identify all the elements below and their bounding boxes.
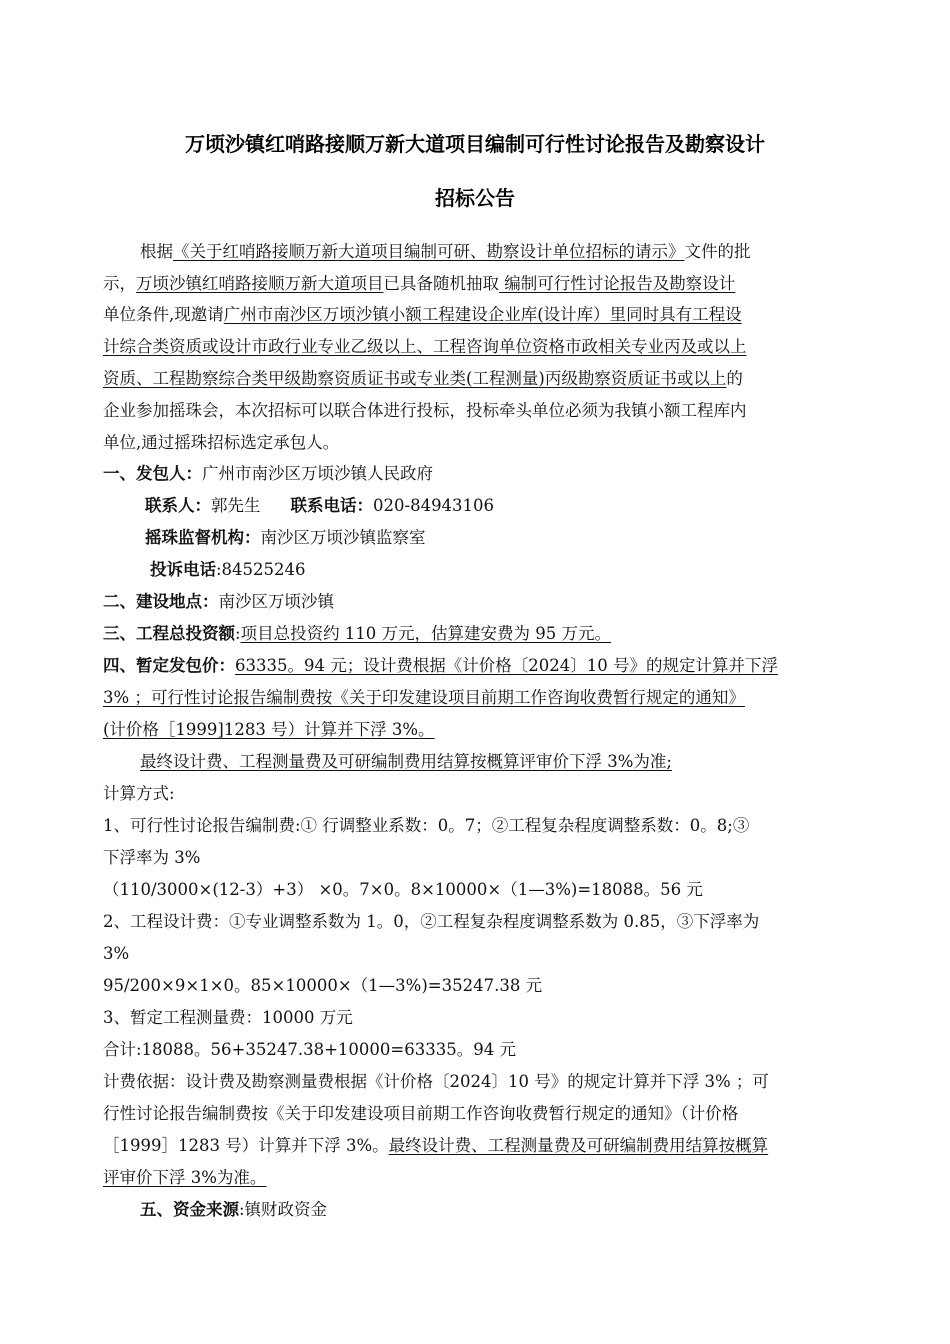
colon: : xyxy=(235,624,241,643)
funding-value: :镇财政资金 xyxy=(239,1200,328,1219)
section-2 xyxy=(103,590,334,614)
project-name: 万顷沙镇红哨路接顺万新大道项目 xyxy=(136,274,384,293)
basis-line-3 xyxy=(103,1134,768,1158)
complaint-label: 投诉电话 xyxy=(150,560,216,579)
basis-line-4: 评审价下浮 3%为准。 xyxy=(103,1168,267,1187)
basis-text: ［1999］1283 号）计算并下浮 3%。 xyxy=(103,1136,389,1155)
calc-1-line-1: 1、可行性讨论报告编制费:① 行调整业系数：0。7；②工程复杂程度调整系数：0。8;③ xyxy=(103,816,750,835)
price-line-3: (计价格［1999]1283 号）计算并下浮 3%。 xyxy=(103,720,435,739)
intro-line-3 xyxy=(103,303,742,327)
phone-value: 020-84943106 xyxy=(373,496,495,515)
intro-line-7: 单位,通过摇珠招标选定承包人。 xyxy=(103,433,340,452)
request-doc-title: 《关于红哨路接顺万新大道项目编制可研、勘察设计单位招标的请示》 xyxy=(173,242,685,261)
contact-value: 郭先生 xyxy=(211,496,261,515)
basis-final-clause: 最终设计费、工程测量费及可研编制费用结算按概算 xyxy=(388,1136,769,1155)
intro-text: 示， xyxy=(103,274,136,293)
section-3-label: 三、工程总投资额 xyxy=(103,624,235,643)
qualification-text: 资质、工程勘察综合类甲级勘察资质证书或专业类(工程测量)丙级勘察资质证书或以上 xyxy=(103,369,727,388)
section-2-label: 二、建设地点： xyxy=(103,592,219,611)
section-5-label: 五、资金来源 xyxy=(140,1200,239,1219)
complaint-value: :84525246 xyxy=(216,560,306,579)
section-1-label: 一、发包人： xyxy=(103,464,202,483)
basis-line-1: 计费依据：设计费及勘察测量费根据《计价格〔2024〕10 号》的规定计算并下浮 3% ；可 xyxy=(103,1072,769,1091)
intro-line-5 xyxy=(103,367,743,391)
complaint-line xyxy=(150,558,306,582)
price-line-4: 最终设计费、工程测量费及可研编制费用结算按概算评审价下浮 3%为准; xyxy=(140,752,672,771)
intro-line-4: 计综合类资质或设计市政行业专业乙级以上、工程咨询单位资格市政相关专业丙及或以上 xyxy=(103,337,747,356)
intro-line-6: 企业参加摇珠会，本次招标可以联合体进行投标，投标牵头单位必须为我镇小额工程库内 xyxy=(103,401,747,420)
calc-1-formula: （110/3000×(12-3）+3） ×0。7×0。8×10000×（1—3%)=18088。56 元 xyxy=(103,880,703,899)
contact-label: 联系人： xyxy=(145,496,211,515)
calc-2-formula: 95/200×9×1×0。85×10000×（1—3%)=35247.38 元 xyxy=(103,976,543,995)
doc-title-line1: 万顷沙镇红哨路接顺万新大道项目编制可行性讨论报告及勘察设计 xyxy=(185,132,765,156)
intro-text: 文件的批 xyxy=(684,242,751,261)
supervisor-line xyxy=(145,526,426,550)
calc-heading: 计算方式: xyxy=(103,784,175,803)
section-5 xyxy=(140,1198,327,1222)
intro-line-2 xyxy=(103,272,735,296)
investment-value: 项目总投资约 110 万元，估算建安费为 95 万元。 xyxy=(240,624,612,643)
supervisor-value: 南沙区万顷沙镇监察室 xyxy=(260,528,426,547)
calc-3: 3、暂定工程测量费：10000 万元 xyxy=(103,1008,353,1027)
intro-text: 的 xyxy=(726,369,743,388)
calc-1-line-2: 下浮率为 3% xyxy=(103,848,201,867)
supervisor-label: 摇珠监督机构： xyxy=(145,528,261,547)
intro-text: 根据 xyxy=(140,242,173,261)
intro-text: 单位条件,现邀请 xyxy=(103,305,224,324)
section-3 xyxy=(103,622,611,646)
price-line-2: 3% ；可行性讨论报告编制费按《关于印发建设项目前期工作咨询收费暂行规定的通知》 xyxy=(103,688,745,707)
calc-2-line-1: 2、工程设计费：①专业调整系数为 1。0，②工程复杂程度调整系数为 0.85，③下浮率为 xyxy=(103,912,760,931)
section-1 xyxy=(103,462,433,486)
qualification-text: 广州市南沙区万顷沙镇小额工程建设企业库(设计库）里同时具有工程设 xyxy=(223,305,742,324)
doc-title-line2: 招标公告 xyxy=(435,186,515,210)
basis-line-2: 行性讨论报告编制费按《关于印发建设项目前期工作咨询收费暂行规定的通知》（计价格 xyxy=(103,1104,739,1123)
intro-text: 已具备随机抽取 xyxy=(383,274,499,293)
intro-line-1 xyxy=(140,240,751,264)
phone-label: 联系电话： xyxy=(290,496,373,515)
section-4 xyxy=(103,654,778,678)
scope-text: 编制可行性讨论报告及勘察设计 xyxy=(499,274,736,293)
section-4-label: 四、暂定发包价： xyxy=(103,656,235,675)
location-value: 南沙区万顷沙镇 xyxy=(218,592,334,611)
employer-value: 广州市南沙区万顷沙镇人民政府 xyxy=(202,464,433,483)
calc-2-line-2: 3% xyxy=(103,944,130,963)
calc-total: 合计:18088。56+35247.38+10000=63335。94 元 xyxy=(103,1040,516,1059)
contact-line xyxy=(145,494,494,518)
price-line-1: 63335。94 元；设计费根据《计价格〔2024〕10 号》的规定计算并下浮 xyxy=(235,656,778,675)
